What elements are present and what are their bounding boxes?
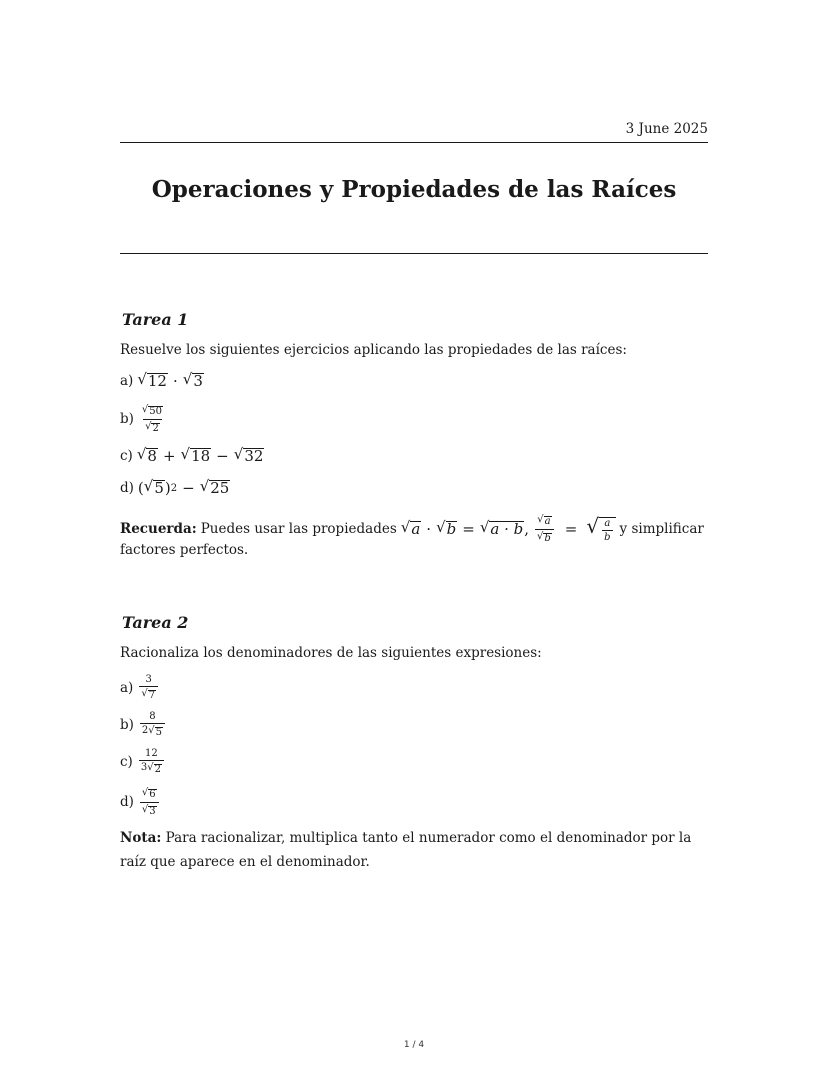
tarea-2-item-c bbox=[120, 748, 166, 776]
coefficient: 3 bbox=[140, 762, 148, 773]
tarea-2-note bbox=[120, 826, 710, 874]
math-expression: ( √ 5 ) 2 − √ 25 bbox=[137, 477, 230, 498]
operator: − bbox=[182, 479, 195, 497]
radicand: 8 bbox=[147, 447, 157, 466]
tarea-1-item-b bbox=[120, 404, 167, 434]
fraction: 12 3 √ 2 bbox=[139, 748, 164, 776]
radicand: 50 bbox=[149, 406, 163, 417]
radicand: b bbox=[544, 532, 551, 544]
tarea-1-item-d bbox=[120, 479, 230, 497]
document-date: 3 June 2025 bbox=[625, 121, 708, 137]
radicand: 7 bbox=[148, 690, 156, 701]
tarea-2-item-a bbox=[120, 674, 160, 702]
tarea-1-item-a bbox=[120, 372, 204, 390]
comma: , bbox=[524, 520, 530, 538]
radicand: 32 bbox=[244, 447, 264, 466]
tarea-2-item-d bbox=[120, 787, 161, 817]
item-label: d) bbox=[120, 480, 134, 496]
tarea-1-reminder-line1 bbox=[120, 514, 704, 544]
tarea-1-title: Tarea 1 bbox=[122, 310, 189, 329]
note-label: Nota: bbox=[120, 830, 162, 846]
property-quotient-left: √ a √ b bbox=[535, 514, 554, 544]
item-label: a) bbox=[120, 679, 134, 696]
item-label: b) bbox=[120, 716, 134, 733]
radicand: 12 bbox=[147, 372, 167, 391]
header-rule bbox=[120, 142, 708, 143]
reminder-text-before: Puedes usar las propiedades bbox=[200, 521, 397, 537]
radicand: a bbox=[544, 516, 551, 527]
numerator: a bbox=[604, 517, 611, 529]
tarea-2-intro: Racionaliza los denominadores de las siguientes expresiones: bbox=[120, 645, 542, 661]
tarea-1-item-c bbox=[120, 447, 264, 465]
radicand: 18 bbox=[191, 447, 211, 466]
tarea-1-intro: Resuelve los siguientes ejercicios aplicando las propiedades de las raíces: bbox=[120, 342, 627, 358]
radicand: 2 bbox=[154, 764, 161, 775]
radicand: 3 bbox=[149, 805, 156, 817]
denominator: b bbox=[604, 531, 611, 543]
numerator: 3 bbox=[145, 674, 152, 685]
radicand: 25 bbox=[210, 479, 230, 498]
property-product: √ a · √ b = √ a · b , bbox=[400, 518, 530, 539]
fraction: 3 √ 7 bbox=[139, 674, 158, 702]
item-label: b) bbox=[120, 411, 134, 427]
radicand: 5 bbox=[154, 479, 164, 498]
radicand: 3 bbox=[193, 372, 203, 391]
radicand: b bbox=[446, 520, 457, 539]
math-expression: √ 8 + √ 18 − √ 32 bbox=[136, 445, 264, 466]
paren: ) bbox=[164, 479, 171, 497]
exponent: 2 bbox=[170, 482, 178, 494]
title-rule bbox=[120, 253, 708, 254]
reminder-label: Recuerda: bbox=[120, 521, 197, 537]
item-label: c) bbox=[120, 753, 133, 770]
fraction: √ 50 √ 2 bbox=[141, 404, 163, 434]
numerator: 12 bbox=[145, 748, 158, 759]
operator: = bbox=[462, 520, 475, 538]
item-label: a) bbox=[120, 373, 134, 389]
operator: + bbox=[162, 447, 176, 465]
math-expression: √ 12 · √ 3 bbox=[137, 370, 203, 391]
note-text: Para racionalizar, multiplica tanto el numerador como el denominador por la raíz que aparece en el denominador. bbox=[120, 830, 692, 870]
document-title: Operaciones y Propiedades de las Raíces bbox=[151, 176, 677, 203]
fraction: 8 2 √ 5 bbox=[140, 711, 165, 739]
item-label: d) bbox=[120, 794, 134, 810]
radicand: 6 bbox=[149, 789, 156, 800]
property-quotient-right: √ $\frac{a}{b}$ bbox=[586, 516, 615, 543]
operator: = bbox=[564, 520, 578, 538]
tarea-2-item-b bbox=[120, 711, 167, 739]
fraction bbox=[602, 518, 612, 543]
radicand: a · b bbox=[490, 520, 524, 539]
numerator: 8 bbox=[149, 711, 156, 722]
operator: · bbox=[426, 520, 432, 538]
radicand: a bbox=[411, 520, 421, 539]
coefficient: 2 bbox=[141, 725, 149, 736]
operator: − bbox=[216, 447, 229, 465]
operator: · bbox=[172, 372, 178, 390]
tarea-1-reminder-line2: factores perfectos. bbox=[120, 542, 249, 558]
fraction: √ 6 √ 3 bbox=[140, 787, 159, 817]
page-number: 1 / 4 bbox=[403, 1040, 425, 1050]
tarea-2-title: Tarea 2 bbox=[122, 613, 189, 632]
item-label: c) bbox=[120, 448, 133, 464]
reminder-text-after: y simplificar bbox=[619, 521, 704, 537]
paren: ( bbox=[137, 479, 144, 497]
radicand: 5 bbox=[155, 727, 163, 738]
radicand: 2 bbox=[152, 422, 159, 434]
